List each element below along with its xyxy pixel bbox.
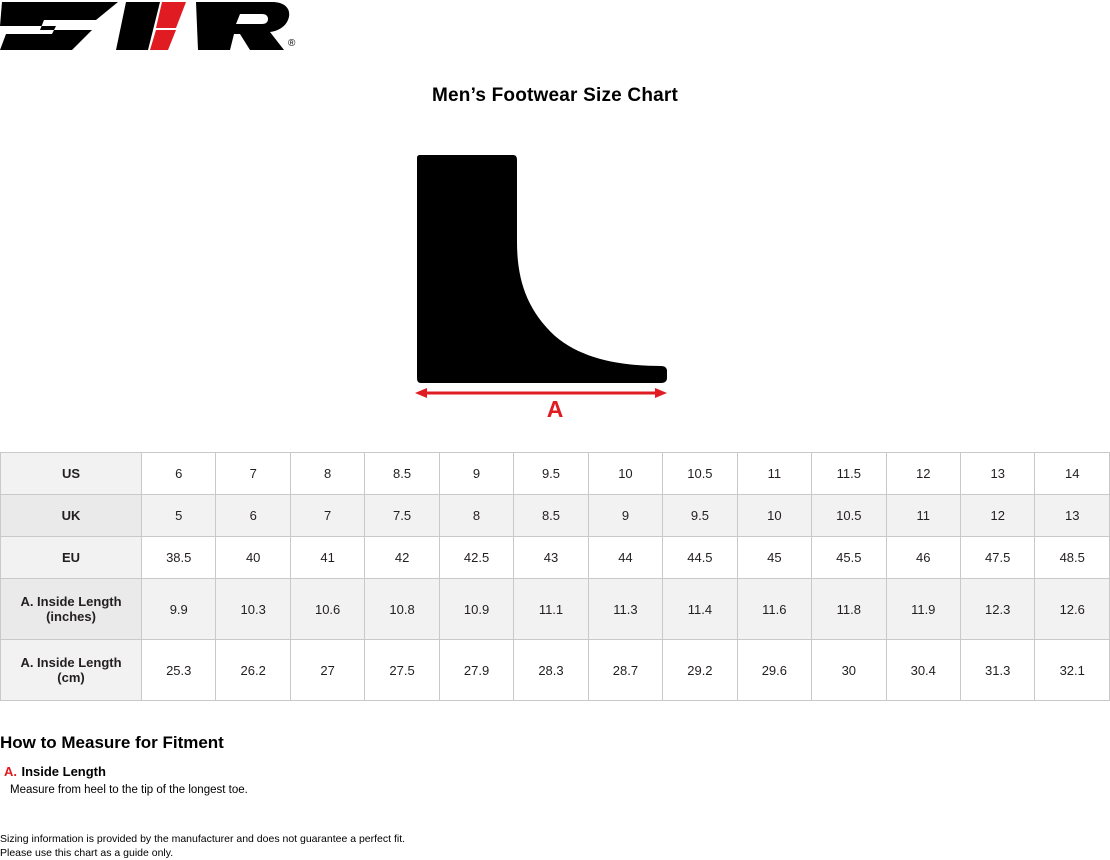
- cell-eu-6: 44: [588, 537, 662, 579]
- cell-us-11: 13: [960, 453, 1034, 495]
- cell-cm-4: 27.9: [439, 640, 513, 701]
- cell-uk-6: 9: [588, 495, 662, 537]
- how-to-measure-description: Measure from heel to the tip of the longest toe.: [10, 784, 248, 796]
- row-header-uk: UK: [1, 495, 142, 537]
- row-header-label: A. Inside Length: [20, 594, 122, 609]
- cell-uk-5: 8.5: [514, 495, 588, 537]
- cell-us-6: 10: [588, 453, 662, 495]
- cell-eu-1: 40: [216, 537, 290, 579]
- cell-in-9: 11.8: [812, 579, 886, 640]
- cell-in-12: 12.6: [1035, 579, 1110, 640]
- cell-uk-8: 10: [737, 495, 811, 537]
- cell-eu-9: 45.5: [812, 537, 886, 579]
- cell-uk-1: 6: [216, 495, 290, 537]
- cell-cm-2: 27: [290, 640, 364, 701]
- cell-cm-11: 31.3: [960, 640, 1034, 701]
- z1r-logo-icon: [0, 0, 300, 52]
- row-header-label: A. Inside Length: [20, 655, 122, 670]
- cell-in-6: 11.3: [588, 579, 662, 640]
- cell-cm-5: 28.3: [514, 640, 588, 701]
- how-to-measure-item: [4, 763, 1110, 796]
- cell-eu-2: 41: [290, 537, 364, 579]
- cell-uk-4: 8: [439, 495, 513, 537]
- table-row-eu: [1, 537, 1110, 579]
- brand-logo: [0, 0, 300, 52]
- disclaimer: [0, 832, 1110, 860]
- cell-us-1: 7: [216, 453, 290, 495]
- cell-in-11: 12.3: [960, 579, 1034, 640]
- foot-diagram: [0, 150, 1110, 430]
- how-to-measure-section: [0, 733, 1110, 796]
- registered-mark: ®: [288, 38, 296, 49]
- disclaimer-line-1: Sizing information is provided by the manufacturer and does not guarantee a perfect fit.: [0, 833, 406, 845]
- cell-cm-3: 27.5: [365, 640, 439, 701]
- row-header-eu: EU: [1, 537, 142, 579]
- row-header-us: US: [1, 453, 142, 495]
- cell-eu-0: 38.5: [142, 537, 216, 579]
- cell-in-2: 10.6: [290, 579, 364, 640]
- cell-eu-7: 44.5: [663, 537, 737, 579]
- size-chart-table: [0, 452, 1110, 701]
- row-header-unit: (cm): [57, 670, 85, 685]
- cell-us-8: 11: [737, 453, 811, 495]
- cell-cm-0: 25.3: [142, 640, 216, 701]
- how-to-measure-label: Inside Length: [21, 764, 106, 779]
- cell-in-0: 9.9: [142, 579, 216, 640]
- cell-eu-8: 45: [737, 537, 811, 579]
- cell-cm-1: 26.2: [216, 640, 290, 701]
- cell-us-5: 9.5: [514, 453, 588, 495]
- cell-uk-3: 7.5: [365, 495, 439, 537]
- cell-eu-5: 43: [514, 537, 588, 579]
- cell-eu-12: 48.5: [1035, 537, 1110, 579]
- cell-uk-9: 10.5: [812, 495, 886, 537]
- cell-eu-4: 42.5: [439, 537, 513, 579]
- how-to-measure-heading: How to Measure for Fitment: [0, 733, 224, 752]
- cell-us-7: 10.5: [663, 453, 737, 495]
- table-row-us: [1, 453, 1110, 495]
- cell-in-3: 10.8: [365, 579, 439, 640]
- cell-in-7: 11.4: [663, 579, 737, 640]
- cell-cm-12: 32.1: [1035, 640, 1110, 701]
- cell-cm-6: 28.7: [588, 640, 662, 701]
- cell-us-0: 6: [142, 453, 216, 495]
- table-row-uk: [1, 495, 1110, 537]
- cell-us-9: 11.5: [812, 453, 886, 495]
- row-header-unit: (inches): [46, 609, 96, 624]
- cell-in-1: 10.3: [216, 579, 290, 640]
- cell-uk-7: 9.5: [663, 495, 737, 537]
- cell-eu-11: 47.5: [960, 537, 1034, 579]
- table-row-inside-length-cm: [1, 640, 1110, 701]
- cell-uk-11: 12: [960, 495, 1034, 537]
- cell-in-10: 11.9: [886, 579, 960, 640]
- foot-silhouette-icon: [415, 150, 695, 400]
- cell-eu-10: 46: [886, 537, 960, 579]
- measurement-letter-label: A: [546, 396, 564, 422]
- cell-uk-12: 13: [1035, 495, 1110, 537]
- cell-uk-0: 5: [142, 495, 216, 537]
- cell-cm-7: 29.2: [663, 640, 737, 701]
- how-to-measure-letter: A.: [4, 764, 17, 779]
- cell-in-8: 11.6: [737, 579, 811, 640]
- cell-uk-10: 11: [886, 495, 960, 537]
- row-header-inside-length-inches: [1, 579, 142, 640]
- cell-cm-10: 30.4: [886, 640, 960, 701]
- cell-eu-3: 42: [365, 537, 439, 579]
- cell-us-4: 9: [439, 453, 513, 495]
- cell-uk-2: 7: [290, 495, 364, 537]
- cell-in-4: 10.9: [439, 579, 513, 640]
- cell-us-10: 12: [886, 453, 960, 495]
- cell-us-2: 8: [290, 453, 364, 495]
- table-row-inside-length-inches: [1, 579, 1110, 640]
- cell-cm-8: 29.6: [737, 640, 811, 701]
- cell-us-3: 8.5: [365, 453, 439, 495]
- page-title: Men’s Footwear Size Chart: [431, 85, 679, 106]
- cell-in-5: 11.1: [514, 579, 588, 640]
- cell-us-12: 14: [1035, 453, 1110, 495]
- row-header-inside-length-cm: [1, 640, 142, 701]
- cell-cm-9: 30: [812, 640, 886, 701]
- disclaimer-line-2: Please use this chart as a guide only.: [0, 847, 174, 859]
